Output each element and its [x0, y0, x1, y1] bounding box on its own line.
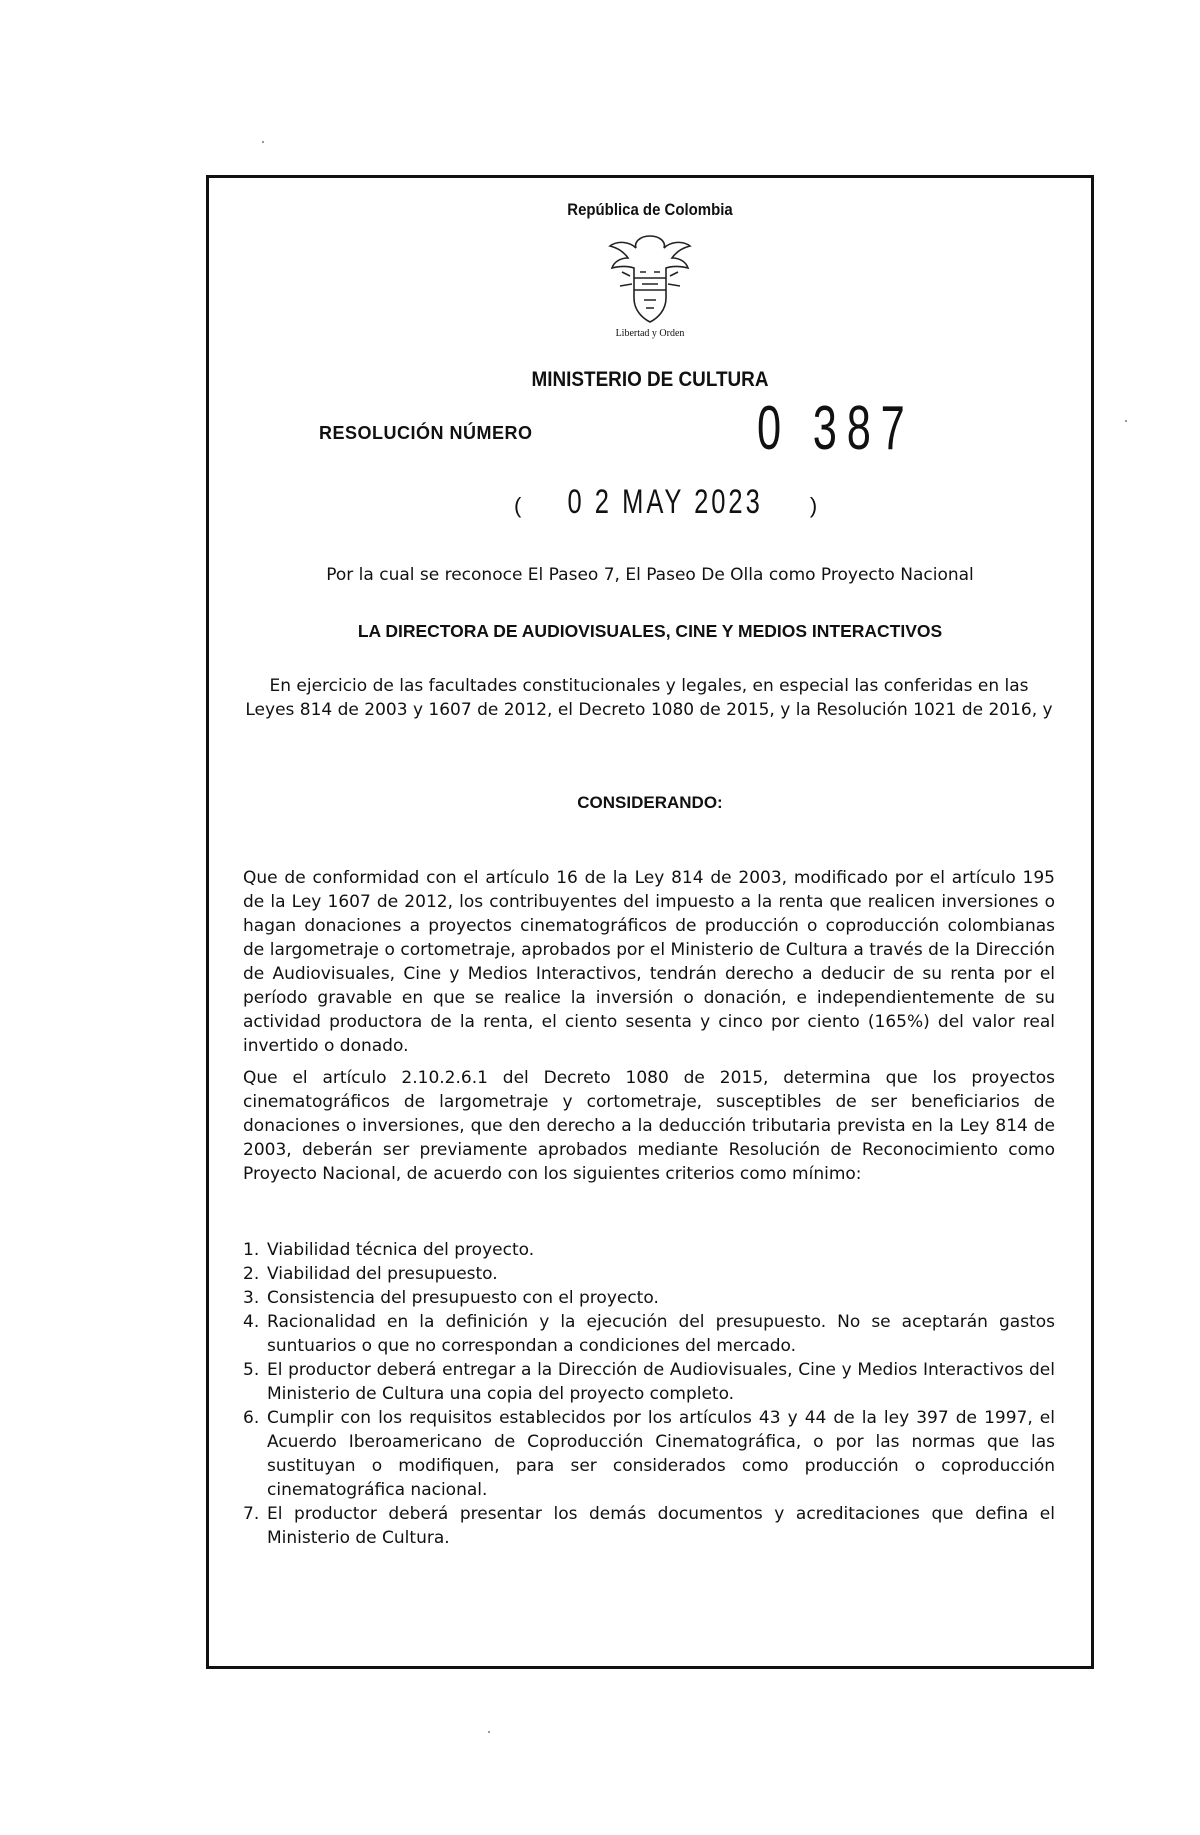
date-open-paren: ( [514, 493, 522, 518]
scan-speck [1125, 420, 1127, 422]
list-item: 2. Viabilidad del presupuesto. [243, 1264, 498, 1284]
country-name: República de Colombia [567, 200, 733, 219]
resolution-label: RESOLUCIÓN NÚMERO [319, 423, 533, 443]
coat-of-arms-icon [600, 228, 700, 328]
resolution-number: 0 387 [757, 394, 915, 463]
preamble-paragraph: En ejercicio de las facultades constitucionales y legales, en especial las conferidas en las Leyes 814 de 2003 y 1607 de 2012, el Decreto 1080 de 2015, y la Resolución 1021 de 2016, y [245, 676, 1053, 720]
considerando-heading: CONSIDERANDO: [577, 793, 723, 812]
date-close-paren: ) [809, 493, 818, 518]
scan-speck [262, 141, 264, 143]
considerando-paragraph: Que el artículo 2.10.2.6.1 del Decreto 1080 de 2015, determina que los proyectos cinematográficos de largometraje y cortometraje, susceptibles de ser beneficiarios de donaciones o inversiones, que den derecho a la deducción tributaria prevista en la Ley 814 de 2003, deberán ser previamente aprobados mediante Resolución de Reconocimiento como Proyecto Nacional, de acuerdo con los siguientes criterios como mínimo: [243, 1068, 1055, 1184]
ministry-name: MINISTERIO DE CULTURA [531, 368, 769, 391]
list-item: 7. El productor deberá presentar los demás documentos y acreditaciones que defina el Ministerio de Cultura. [243, 1504, 1055, 1548]
scan-speck [488, 1731, 490, 1733]
document-frame [206, 175, 1094, 1669]
resolution-subject: Por la cual se reconoce El Paseo 7, El Paseo De Olla como Proyecto Nacional [326, 565, 974, 585]
national-motto: Libertad y Orden [615, 328, 685, 339]
resolution-date [514, 483, 817, 522]
list-item: 3. Consistencia del presupuesto con el proyecto. [243, 1288, 659, 1308]
criteria-list [243, 1238, 1055, 1550]
issuing-authority: LA DIRECTORA DE AUDIOVISUALES, CINE Y MEDIOS INTERACTIVOS [357, 621, 943, 641]
date-stamp: 0 2 MAY 2023 [567, 483, 764, 521]
list-item: 1. Viabilidad técnica del proyecto. [243, 1240, 535, 1260]
considerando-paragraph: Que de conformidad con el artículo 16 de la Ley 814 de 2003, modificado por el artículo 195 de la Ley 1607 de 2012, los contribuyentes del impuesto a la renta que realicen inversiones o hagan donaciones a proyectos cinematográficos de producción o coproducción colombianas de largometraje o cortometraje, aprobados por el Ministerio de Cultura a través de la Dirección de Audiovisuales, Cine y Medios Interactivos, tendrán derecho a deducir de su renta por el período gravable en que se realice la inversión o donación, e independientemente de su actividad productora de la renta, el ciento sesenta y cinco por ciento (165%) del valor real invertido o donado. [243, 868, 1055, 1056]
list-item: 6. Cumplir con los requisitos establecidos por los artículos 43 y 44 de la ley 397 de 1997, el Acuerdo Iberoamericano de Coproducción Cinematográfica, o por las normas que las sustituyan o modifiquen, para ser considerados como producción o coproducción cinematográfica nacional. [243, 1408, 1055, 1500]
list-item: 4. Racionalidad en la definición y la ejecución del presupuesto. No se aceptarán gastos suntuarios o que no correspondan a condiciones del mercado. [243, 1312, 1055, 1356]
list-item: 5. El productor deberá entregar a la Dirección de Audiovisuales, Cine y Medios Interactivos del Ministerio de Cultura una copia del proyecto completo. [243, 1360, 1055, 1404]
